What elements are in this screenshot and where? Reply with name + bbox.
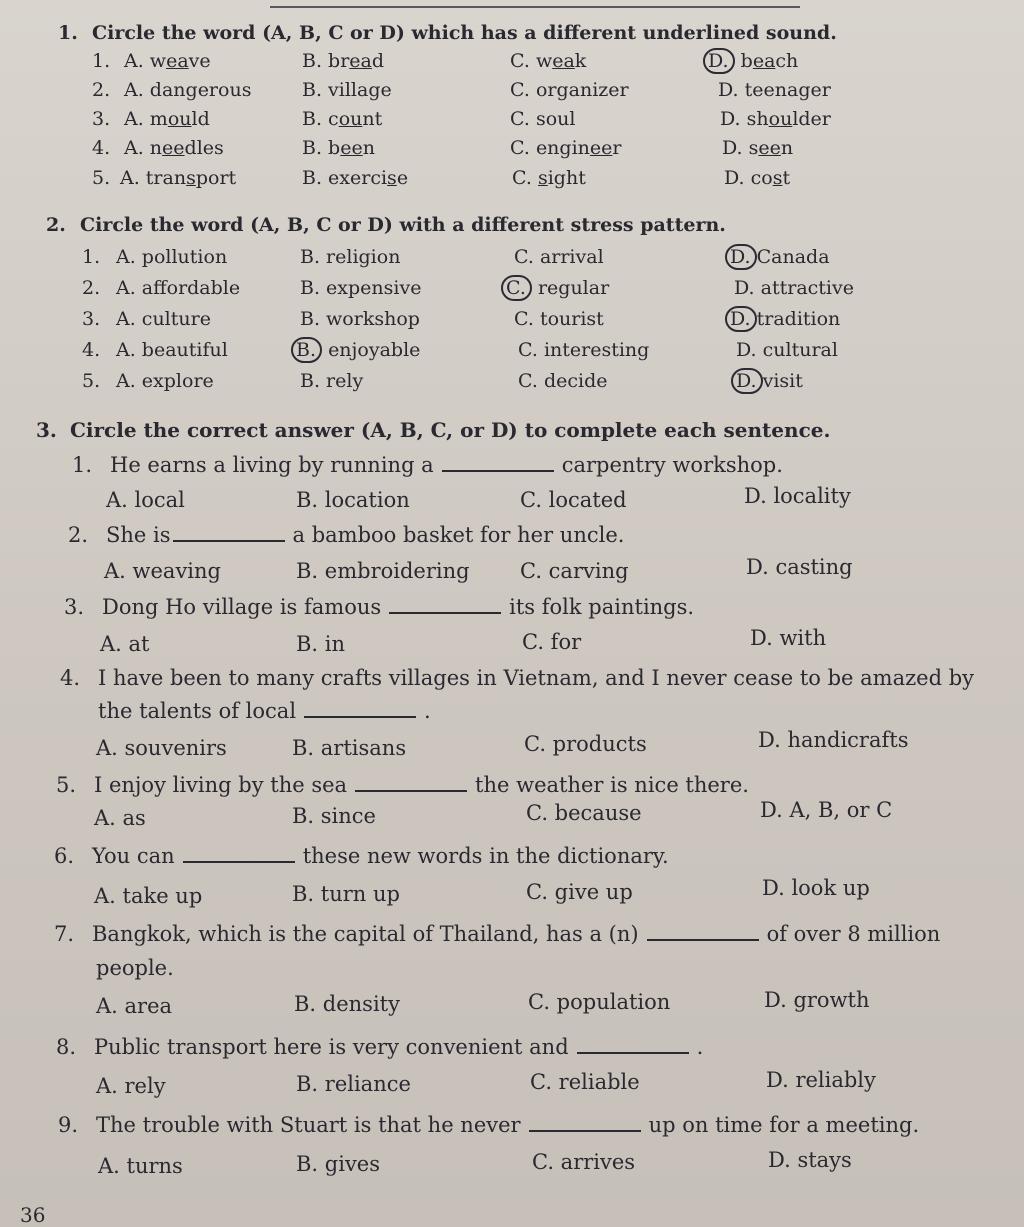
option-a[interactable]: A. mould: [124, 108, 210, 130]
item-number: 2.: [92, 79, 111, 101]
option-d[interactable]: D. handicrafts: [758, 728, 909, 752]
section2-number: 2.: [46, 214, 66, 236]
option-a[interactable]: A. needles: [124, 137, 224, 159]
option-b[interactable]: B. location: [296, 488, 410, 512]
option-c[interactable]: C. sight: [512, 167, 586, 189]
answer-blank[interactable]: [304, 698, 416, 718]
answer-blank[interactable]: [529, 1112, 641, 1132]
option-d[interactable]: D. look up: [762, 876, 870, 900]
option-a[interactable]: A. explore: [116, 370, 214, 392]
option-a[interactable]: A. weave: [124, 50, 211, 72]
option-c[interactable]: C. carving: [520, 559, 629, 583]
option-d-circled[interactable]: D. tradition: [730, 308, 840, 330]
option-d-circled[interactable]: D. Canada: [730, 246, 830, 268]
option-d[interactable]: D. cultural: [736, 339, 838, 361]
option-b[interactable]: B. turn up: [292, 882, 400, 906]
item-number: 1.: [92, 50, 111, 72]
option-a[interactable]: A. weaving: [104, 559, 221, 583]
question-number: 6.: [54, 844, 75, 868]
question-number: 5.: [56, 773, 77, 797]
option-a[interactable]: A. transport: [120, 167, 237, 189]
option-d[interactable]: D. teenager: [718, 79, 831, 101]
option-a[interactable]: A. souvenirs: [96, 736, 227, 760]
item-number: 5.: [92, 167, 111, 189]
option-a[interactable]: A. local: [106, 488, 185, 512]
option-b[interactable]: B. religion: [300, 246, 401, 268]
answer-blank[interactable]: [183, 843, 295, 863]
option-c[interactable]: C. weak: [510, 50, 587, 72]
option-a[interactable]: A. affordable: [116, 277, 241, 299]
page-number: 36: [20, 1203, 46, 1227]
option-c[interactable]: C. give up: [526, 880, 633, 904]
option-d[interactable]: D. reliably: [766, 1068, 876, 1092]
option-b-circled[interactable]: B. enjoyable: [296, 339, 420, 361]
circle-mark: C.: [501, 275, 532, 301]
s1-item-5: [92, 167, 992, 195]
option-b[interactable]: B. density: [294, 992, 400, 1016]
s1-item-2: [92, 79, 992, 107]
answer-blank[interactable]: [355, 772, 467, 792]
question-number: 9.: [58, 1113, 79, 1137]
option-c-circled[interactable]: C. regular: [506, 277, 609, 299]
item-number: 3.: [82, 308, 101, 330]
option-c[interactable]: C. products: [524, 732, 647, 756]
option-a[interactable]: A. culture: [116, 308, 211, 330]
option-d[interactable]: D. casting: [746, 555, 853, 579]
option-c[interactable]: C. organizer: [510, 79, 629, 101]
circle-mark: B.: [291, 337, 322, 363]
option-b[interactable]: B. been: [302, 137, 375, 159]
circle-mark: D.: [725, 306, 757, 332]
option-d[interactable]: D. attractive: [734, 277, 854, 299]
option-b[interactable]: B. expensive: [300, 277, 422, 299]
option-d[interactable]: D. growth: [764, 988, 870, 1012]
top-rule: [270, 6, 800, 8]
circle-mark: D.: [703, 48, 735, 74]
option-c[interactable]: C. interesting: [518, 339, 650, 361]
question-8: 8. Public transport here is very convenient and .: [56, 1035, 704, 1059]
option-c[interactable]: C. soul: [510, 108, 576, 130]
option-a[interactable]: A. beautiful: [116, 339, 228, 361]
option-b[interactable]: B. embroidering: [296, 559, 470, 583]
section2-heading: [46, 214, 726, 236]
option-b[interactable]: B. count: [302, 108, 383, 130]
option-d[interactable]: D. with: [750, 626, 827, 650]
option-b[interactable]: B. artisans: [292, 736, 407, 760]
answer-blank[interactable]: [389, 594, 501, 614]
s2-item-1: [82, 246, 982, 274]
option-d[interactable]: D. stays: [768, 1148, 852, 1172]
answer-blank[interactable]: [442, 452, 554, 472]
option-c[interactable]: C. arrives: [532, 1150, 636, 1174]
option-a[interactable]: A. take up: [94, 884, 203, 908]
option-b[interactable]: B. in: [296, 632, 346, 656]
option-a[interactable]: A. dangerous: [124, 79, 252, 101]
s1-item-3: [92, 108, 992, 136]
option-c[interactable]: C. reliable: [530, 1070, 640, 1094]
option-a[interactable]: A. area: [96, 994, 173, 1018]
question-4-line2: the talents of local .: [98, 699, 431, 723]
question-6: 6. You can these new words in the dictionary.: [54, 844, 669, 868]
option-b[interactable]: B. since: [292, 804, 376, 828]
question-number: 7.: [54, 922, 75, 946]
question-3: 3. Dong Ho village is famous its folk paintings.: [64, 595, 695, 619]
option-a[interactable]: A. pollution: [116, 246, 228, 268]
section1-title: Circle the word (A, B, C or D) which has a different underlined sound.: [92, 22, 837, 44]
option-a[interactable]: A. at: [100, 632, 150, 656]
option-d[interactable]: D. cost: [724, 167, 791, 189]
section1-number: 1.: [58, 22, 78, 44]
answer-blank[interactable]: [173, 522, 285, 542]
s2-item-4: [82, 339, 982, 367]
option-c[interactable]: C. decide: [518, 370, 608, 392]
question-5: 5. I enjoy living by the sea the weather is nice there.: [56, 773, 749, 797]
question-4: 4. I have been to many crafts villages in Vietnam, and I never cease to be amazed by: [60, 666, 975, 690]
question-7-line2: people.: [96, 956, 174, 980]
option-c[interactable]: C. engineer: [510, 137, 622, 159]
option-d-circled[interactable]: D. visit: [736, 370, 803, 392]
option-a[interactable]: A. turns: [98, 1154, 183, 1178]
section3-title: Circle the correct answer (A, B, C, or D) to complete each sentence.: [70, 418, 831, 442]
option-c[interactable]: C. arrival: [514, 246, 604, 268]
option-b[interactable]: B. bread: [302, 50, 385, 72]
question-number: 2.: [68, 523, 89, 547]
section3-number: 3.: [36, 418, 57, 442]
option-d[interactable]: D. seen: [722, 137, 794, 159]
question-number: 4.: [60, 666, 81, 690]
option-d[interactable]: D. shoulder: [720, 108, 831, 130]
item-number: 1.: [82, 246, 101, 268]
question-number: 3.: [64, 595, 85, 619]
option-b[interactable]: B. village: [302, 79, 392, 101]
answer-blank[interactable]: [647, 921, 759, 941]
option-c[interactable]: C. tourist: [514, 308, 604, 330]
option-b[interactable]: B. rely: [300, 370, 364, 392]
question-number: 1.: [72, 453, 93, 477]
option-a[interactable]: A. as: [94, 806, 146, 830]
item-number: 2.: [82, 277, 101, 299]
item-number: 4.: [82, 339, 101, 361]
s1-item-1: [92, 50, 992, 78]
s2-item-2: [82, 277, 982, 305]
option-d[interactable]: D. A, B, or C: [760, 798, 893, 822]
question-number: 8.: [56, 1035, 77, 1059]
section3-heading: [36, 418, 830, 442]
option-b[interactable]: B. reliance: [296, 1072, 411, 1096]
circle-mark: D.: [731, 368, 763, 394]
s2-item-3: [82, 308, 982, 336]
item-number: 5.: [82, 370, 101, 392]
option-c[interactable]: C. for: [522, 630, 582, 654]
question-9: 9. The trouble with Stuart is that he never up on time for a meeting.: [58, 1113, 920, 1137]
option-d-circled[interactable]: D. beach: [708, 50, 798, 72]
section2-title: Circle the word (A, B, C or D) with a different stress pattern.: [80, 214, 726, 236]
s1-item-4: [92, 137, 992, 165]
question-2: 2. She is a bamboo basket for her uncle.: [68, 523, 625, 547]
answer-blank[interactable]: [577, 1034, 689, 1054]
option-c[interactable]: C. because: [526, 801, 642, 825]
option-c[interactable]: C. population: [528, 990, 671, 1014]
circle-mark: D.: [725, 244, 757, 270]
option-b[interactable]: B. exercise: [302, 167, 409, 189]
item-number: 3.: [92, 108, 111, 130]
option-c[interactable]: C. located: [520, 488, 627, 512]
option-b[interactable]: B. gives: [296, 1152, 381, 1176]
option-a[interactable]: A. rely: [96, 1074, 166, 1098]
option-b[interactable]: B. workshop: [300, 308, 420, 330]
s2-item-5: [82, 370, 982, 398]
item-number: 4.: [92, 137, 111, 159]
question-7: 7. Bangkok, which is the capital of Thailand, has a (n) of over 8 million: [54, 922, 941, 946]
question-1: 1. He earns a living by running a carpentry workshop.: [72, 453, 783, 477]
option-d[interactable]: D. locality: [744, 484, 851, 508]
section1-heading: [58, 22, 837, 44]
